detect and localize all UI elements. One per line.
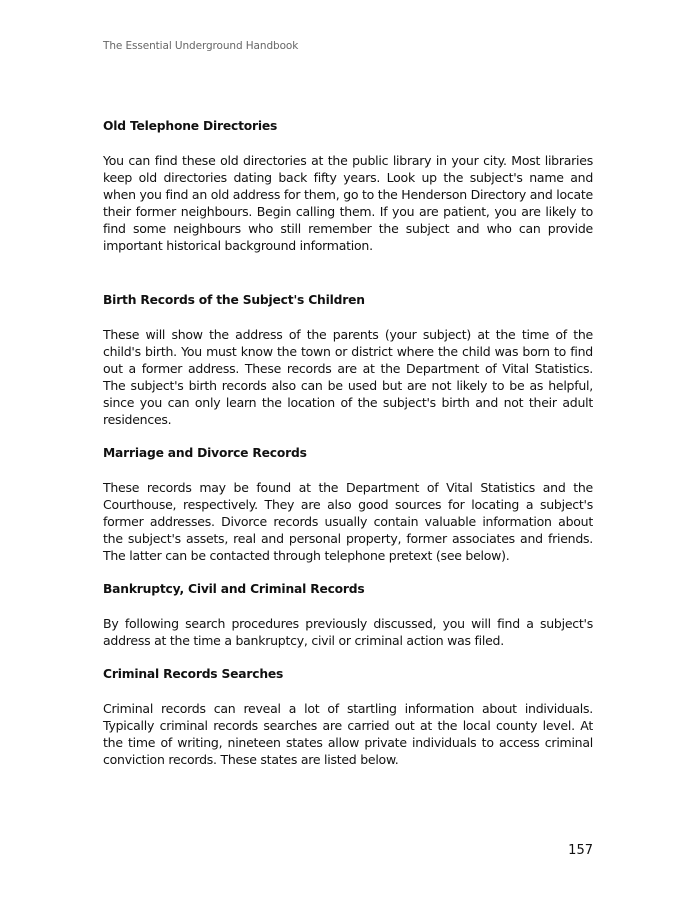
running-header: The Essential Underground Handbook <box>103 40 299 52</box>
section-body: These records may be found at the Department of Vital Statistics and the Courthouse, respectively. They are also good sources for locating a subject's former addresses. Divorce records usually contain valuable information about the subject's assets, real and personal property, former associates and friends. The latter can be contacted through telephone pretext (see below). <box>103 480 593 563</box>
section-marriage-divorce-records <box>103 445 593 564</box>
section-heading: Birth Records of the Subject's Children <box>103 293 365 307</box>
section-bankruptcy-civil-criminal <box>103 581 593 649</box>
section-body: Criminal records can reveal a lot of startling information about individuals. Typically criminal records searches are carried out at the local county level. At the time of writing, nineteen states allow private individuals to access criminal conviction records. These states are listed below. <box>103 701 593 767</box>
section-body: You can find these old directories at the public library in your city. Most libraries keep old directories dating back fifty years. Look up the subject's name and when you find an old address for them, go to the Henderson Directory and locate their former neighbours. Begin calling them. If you are patient, you are likely to find some neighbours who still remember the subject and who can provide important historical background information. <box>103 153 593 253</box>
section-heading: Old Telephone Directories <box>103 119 278 133</box>
page-number: 157 <box>568 843 593 858</box>
page-content <box>103 118 593 768</box>
section-body: These will show the address of the parents (your subject) at the time of the child's birth. You must know the town or district where the child was born to find out a former address. These records are at the Department of Vital Statistics. The subject's birth records also can be used but are not likely to be as helpful, since you can only learn the location of the subject's birth and not their adult residences. <box>103 327 593 427</box>
section-heading: Marriage and Divorce Records <box>103 446 307 460</box>
section-birth-records <box>103 292 593 428</box>
section-old-telephone-directories <box>103 118 593 254</box>
section-criminal-records-searches <box>103 666 593 768</box>
section-heading: Bankruptcy, Civil and Criminal Records <box>103 582 365 596</box>
section-heading: Criminal Records Searches <box>103 667 284 681</box>
section-body: By following search procedures previously discussed, you will find a subject's address at the time a bankruptcy, civil or criminal action was filed. <box>103 616 593 648</box>
